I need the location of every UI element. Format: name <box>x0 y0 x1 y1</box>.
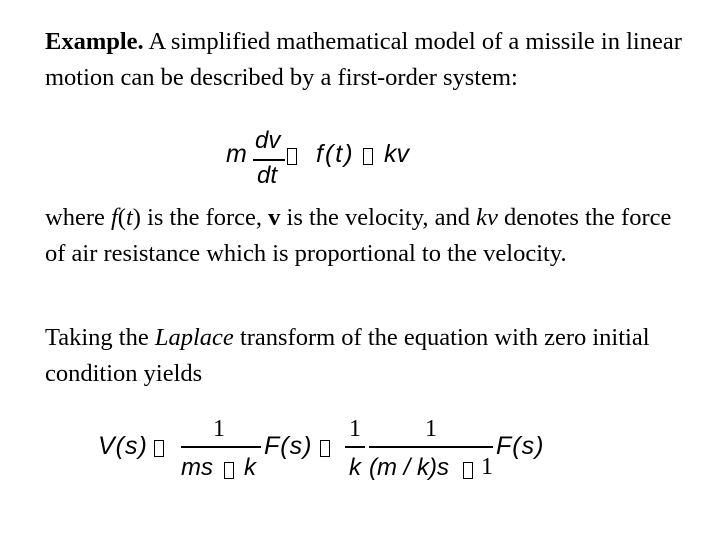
eq2-one-b: 1 <box>349 416 361 442</box>
eq2-ms: ms <box>181 454 213 481</box>
eq2-k-a: k <box>244 454 256 481</box>
eq2-missing-glyph-3 <box>320 440 330 457</box>
eq1-dv: dv <box>255 127 281 154</box>
eq2-missing-glyph-1 <box>154 440 164 457</box>
eq2-Vs: V(s) <box>98 432 148 460</box>
eq2-one-a: 1 <box>213 416 225 442</box>
eq1-dt: dt <box>257 162 278 189</box>
eq2-one-d: 1 <box>481 454 493 480</box>
def-text-2: ( <box>117 204 126 231</box>
laplace-word: Laplace <box>154 324 234 351</box>
def-text-1: where <box>45 204 111 231</box>
def-kv: kv <box>476 204 498 231</box>
laplace-text-2: transform of the equation with zero initial condition yields <box>45 324 650 387</box>
intro-text: A simplified mathematical model of a missile in linear motion can be described by a first-order system: <box>45 28 682 91</box>
eq2-missing-glyph-2 <box>224 462 234 479</box>
def-f: f <box>110 204 118 231</box>
eq2-k-b: k <box>349 454 361 481</box>
eq2-fraction-bar-2 <box>345 446 365 448</box>
eq2-Fs-a: F(s) <box>264 432 313 460</box>
def-text-3: ) is the force, <box>132 204 269 231</box>
def-text-5: denotes the force of air resistance which is proportional to the velocity. <box>45 204 672 267</box>
example-label: Example. <box>45 28 144 55</box>
eq2-fraction-bar-3 <box>369 446 493 448</box>
def-v: v <box>268 204 281 231</box>
eq1-kv: kv <box>384 140 409 168</box>
eq2-missing-glyph-4 <box>463 462 473 479</box>
eq1-m: m <box>226 140 247 168</box>
eq2-fraction-bar-1 <box>181 446 261 448</box>
eq2-one-c: 1 <box>425 416 437 442</box>
eq2-mks: (m / k)s <box>369 454 449 481</box>
def-text-4: is the velocity, and <box>280 204 477 231</box>
def-t: t <box>125 204 133 231</box>
laplace-text-1: Taking the <box>45 324 155 351</box>
eq1-ft: f(t) <box>316 140 355 168</box>
eq2-Fs-b: F(s) <box>496 432 545 460</box>
